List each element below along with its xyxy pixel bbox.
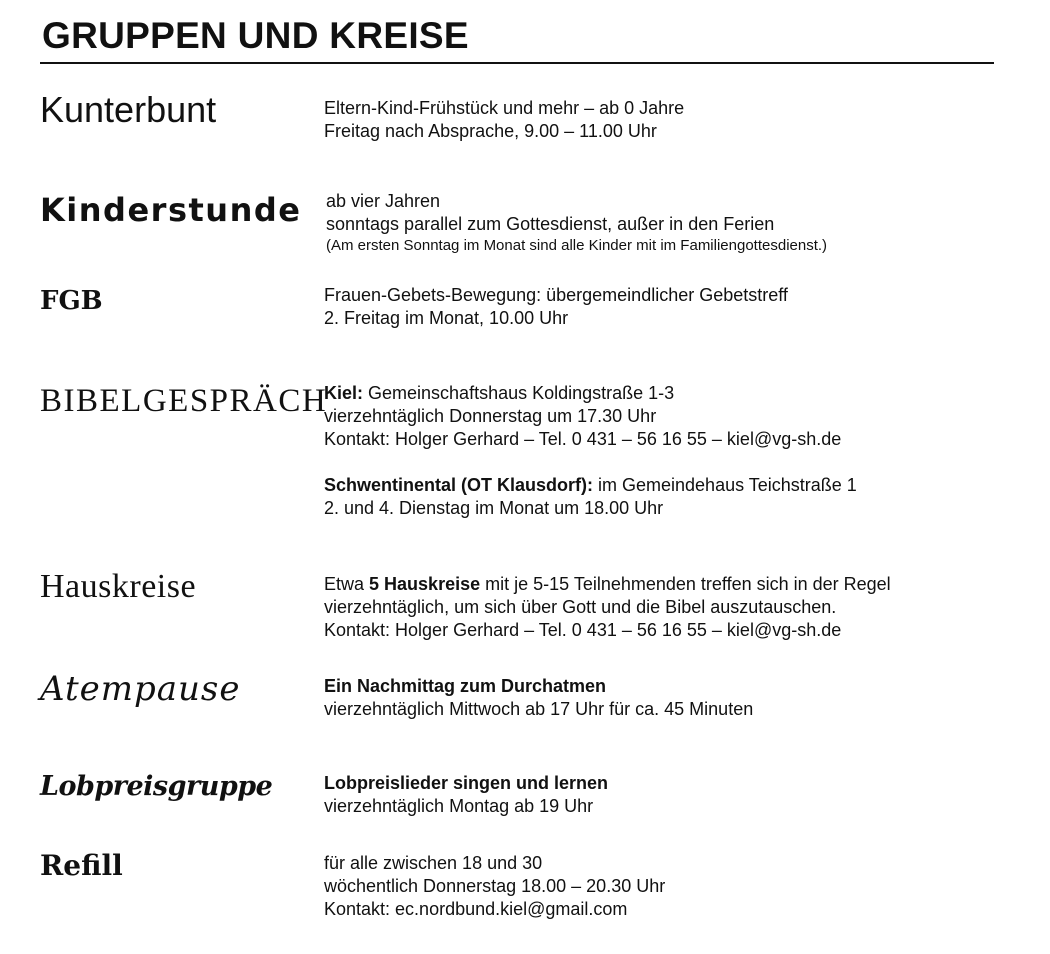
- info-line: wöchentlich Donnerstag 18.00 – 20.30 Uhr: [324, 876, 666, 896]
- group-info-kinderstunde: [326, 190, 827, 255]
- spacer: [324, 451, 857, 474]
- group-name-kunterbunt: Kunterbunt: [40, 89, 217, 130]
- text-segment: mit je 5-15 Teilnehmenden treffen sich in der Regel: [480, 574, 891, 594]
- info-line: 2. Freitag im Monat, 10.00 Uhr: [324, 308, 569, 328]
- info-line: [324, 573, 891, 596]
- group-name-bibelgespraech: BIBELGESPRÄCH: [40, 383, 328, 419]
- info-note: (Am ersten Sonntag im Monat sind alle Kinder mit im Familiengottesdienst.): [326, 237, 828, 254]
- location-text-schwentinental: im Gemeindehaus Teichstraße 1: [593, 475, 857, 495]
- group-name-lobpreisgruppe: Lobpreisgruppe: [40, 771, 273, 802]
- group-name-hauskreise: Hauskreise: [40, 568, 197, 605]
- page-title: GRUPPEN UND KREISE: [42, 15, 469, 56]
- group-name-atempause: Atempause: [40, 669, 241, 709]
- location-label-schwentinental: Schwentinental (OT Klausdorf):: [324, 475, 594, 495]
- group-name-fgb: FGB: [40, 286, 103, 316]
- group-name-kinderstunde: Kinderstunde: [40, 191, 302, 229]
- location-text-kiel: Gemeinschaftshaus Koldingstraße 1-3: [363, 383, 675, 403]
- info-headline: [324, 772, 608, 795]
- text-segment: Etwa: [324, 574, 370, 594]
- group-info-kunterbunt: [324, 97, 684, 143]
- info-line-kiel: [324, 382, 857, 405]
- info-line: Kontakt: ec.nordbund.kiel@gmail.com: [324, 899, 628, 919]
- info-line: ab vier Jahren: [326, 191, 441, 211]
- group-info-atempause: [324, 675, 753, 721]
- info-line: Kontakt: Holger Gerhard – Tel. 0 431 – 56 16 55 – kiel@vg-sh.de: [324, 429, 842, 449]
- info-line: vierzehntäglich Montag ab 19 Uhr: [324, 796, 594, 816]
- text-emphasis: 5 Hauskreise: [369, 574, 481, 594]
- info-line-schwentinental: [324, 474, 857, 497]
- group-info-fgb: [324, 284, 788, 330]
- info-headline: [324, 675, 753, 698]
- info-line: vierzehntäglich Mittwoch ab 17 Uhr für ca. 45 Minuten: [324, 699, 754, 719]
- info-line: 2. und 4. Dienstag im Monat um 18.00 Uhr: [324, 498, 664, 518]
- headline-text: Lobpreislieder singen und lernen: [324, 773, 609, 793]
- title-divider: [40, 62, 994, 64]
- headline-text: Ein Nachmittag zum Durchatmen: [324, 676, 607, 696]
- info-line: für alle zwischen 18 und 30: [324, 853, 543, 873]
- group-name-refill: Refill: [40, 849, 123, 882]
- info-line: vierzehntäglich Donnerstag um 17.30 Uhr: [324, 406, 657, 426]
- info-line: vierzehntäglich, um sich über Gott und die Bibel auszutauschen.: [324, 597, 837, 617]
- info-line: sonntags parallel zum Gottesdienst, außer in den Ferien: [326, 214, 775, 234]
- group-info-bibelgespraech: [324, 382, 857, 520]
- group-info-lobpreisgruppe: [324, 772, 608, 818]
- info-line: Kontakt: Holger Gerhard – Tel. 0 431 – 56 16 55 – kiel@vg-sh.de: [324, 620, 842, 640]
- location-label-kiel: Kiel:: [324, 383, 364, 403]
- info-line: Freitag nach Absprache, 9.00 – 11.00 Uhr: [324, 121, 657, 141]
- info-line: Frauen-Gebets-Bewegung: übergemeindlicher Gebetstreff: [324, 285, 788, 305]
- group-info-hauskreise: [324, 573, 891, 642]
- group-info-refill: [324, 852, 665, 921]
- info-line: Eltern-Kind-Frühstück und mehr – ab 0 Jahre: [324, 98, 685, 118]
